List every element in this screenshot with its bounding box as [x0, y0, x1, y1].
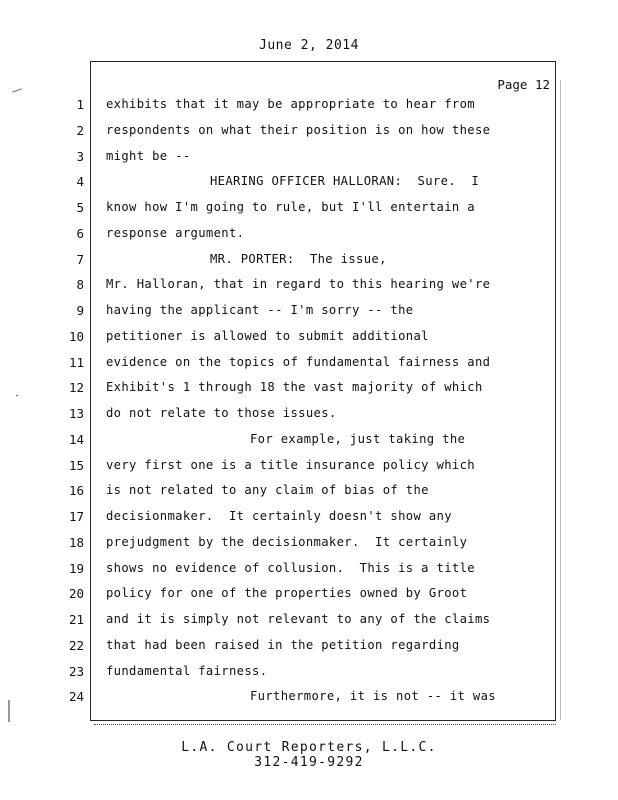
line-number: 17 [68, 509, 84, 524]
transcript-line-text: decisionmaker. It certainly doesn't show any [106, 509, 452, 523]
line-number: 12 [68, 380, 84, 395]
line-number: 9 [76, 303, 84, 318]
transcript-line-text: evidence on the topics of fundamental fairness and [106, 355, 491, 369]
line-number: 22 [68, 638, 84, 653]
transcript-line-text: know how I'm going to rule, but I'll entertain a [106, 200, 475, 214]
court-reporter-phone: 312-419-9292 [254, 755, 364, 770]
line-number: 5 [76, 200, 84, 215]
transcript-line-text: fundamental fairness. [106, 664, 268, 678]
line-number: 10 [68, 329, 84, 344]
transcript-line-text: MR. PORTER: The issue, [210, 252, 387, 266]
scan-speck [16, 395, 18, 396]
transcript-line-text: Exhibit's 1 through 18 the vast majority of which [106, 380, 483, 394]
line-number: 11 [68, 355, 84, 370]
transcript-date: June 2, 2014 [259, 38, 359, 53]
transcript-line-text: respondents on what their position is on how these [106, 123, 491, 137]
line-number: 3 [76, 149, 84, 164]
transcript-line-text: Furthermore, it is not -- it was [250, 689, 496, 703]
line-number: 15 [68, 458, 84, 473]
scan-speck [8, 700, 10, 722]
transcript-line-text: that had been raised in the petition regarding [106, 638, 460, 652]
line-number: 18 [68, 535, 84, 550]
transcript-line-text: exhibits that it may be appropriate to hear from [106, 97, 475, 111]
line-number: 14 [68, 432, 84, 447]
transcript-line-text: having the applicant -- I'm sorry -- the [106, 303, 414, 317]
line-number: 1 [76, 97, 84, 112]
transcript-line-text: might be -- [106, 149, 191, 163]
line-number: 4 [76, 174, 84, 189]
line-number: 23 [68, 664, 84, 679]
transcript-line-text: very first one is a title insurance policy which [106, 458, 475, 472]
line-number: 2 [76, 123, 84, 138]
page-number: Page 12 [497, 77, 550, 92]
line-number: 6 [76, 226, 84, 241]
line-number: 7 [76, 252, 84, 267]
court-reporter-name: L.A. Court Reporters, L.L.C. [181, 740, 437, 755]
line-number: 24 [68, 689, 84, 704]
transcript-line-text: shows no evidence of collusion. This is a title [106, 561, 475, 575]
line-number: 16 [68, 483, 84, 498]
line-number: 8 [76, 277, 84, 292]
line-number: 13 [68, 406, 84, 421]
transcript-line-text: is not related to any claim of bias of the [106, 483, 429, 497]
transcript-line-text: prejudgment by the decisionmaker. It certainly [106, 535, 468, 549]
line-number: 21 [68, 612, 84, 627]
transcript-line-text: petitioner is allowed to submit additional [106, 329, 429, 343]
transcript-line-text: policy for one of the properties owned by Groot [106, 586, 468, 600]
transcript-line-text: For example, just taking the [250, 432, 466, 446]
line-number: 20 [68, 586, 84, 601]
transcript-line-text: and it is simply not relevant to any of the claims [106, 612, 491, 626]
scan-speck [12, 88, 22, 92]
line-number: 19 [68, 561, 84, 576]
transcript-line-text: do not relate to those issues. [106, 406, 337, 420]
scan-edge-line [560, 80, 561, 720]
transcript-line-text: Mr. Halloran, that in regard to this hearing we're [106, 277, 491, 291]
transcript-line-text: HEARING OFFICER HALLORAN: Sure. I [210, 174, 480, 188]
transcript-line-text: response argument. [106, 226, 245, 240]
